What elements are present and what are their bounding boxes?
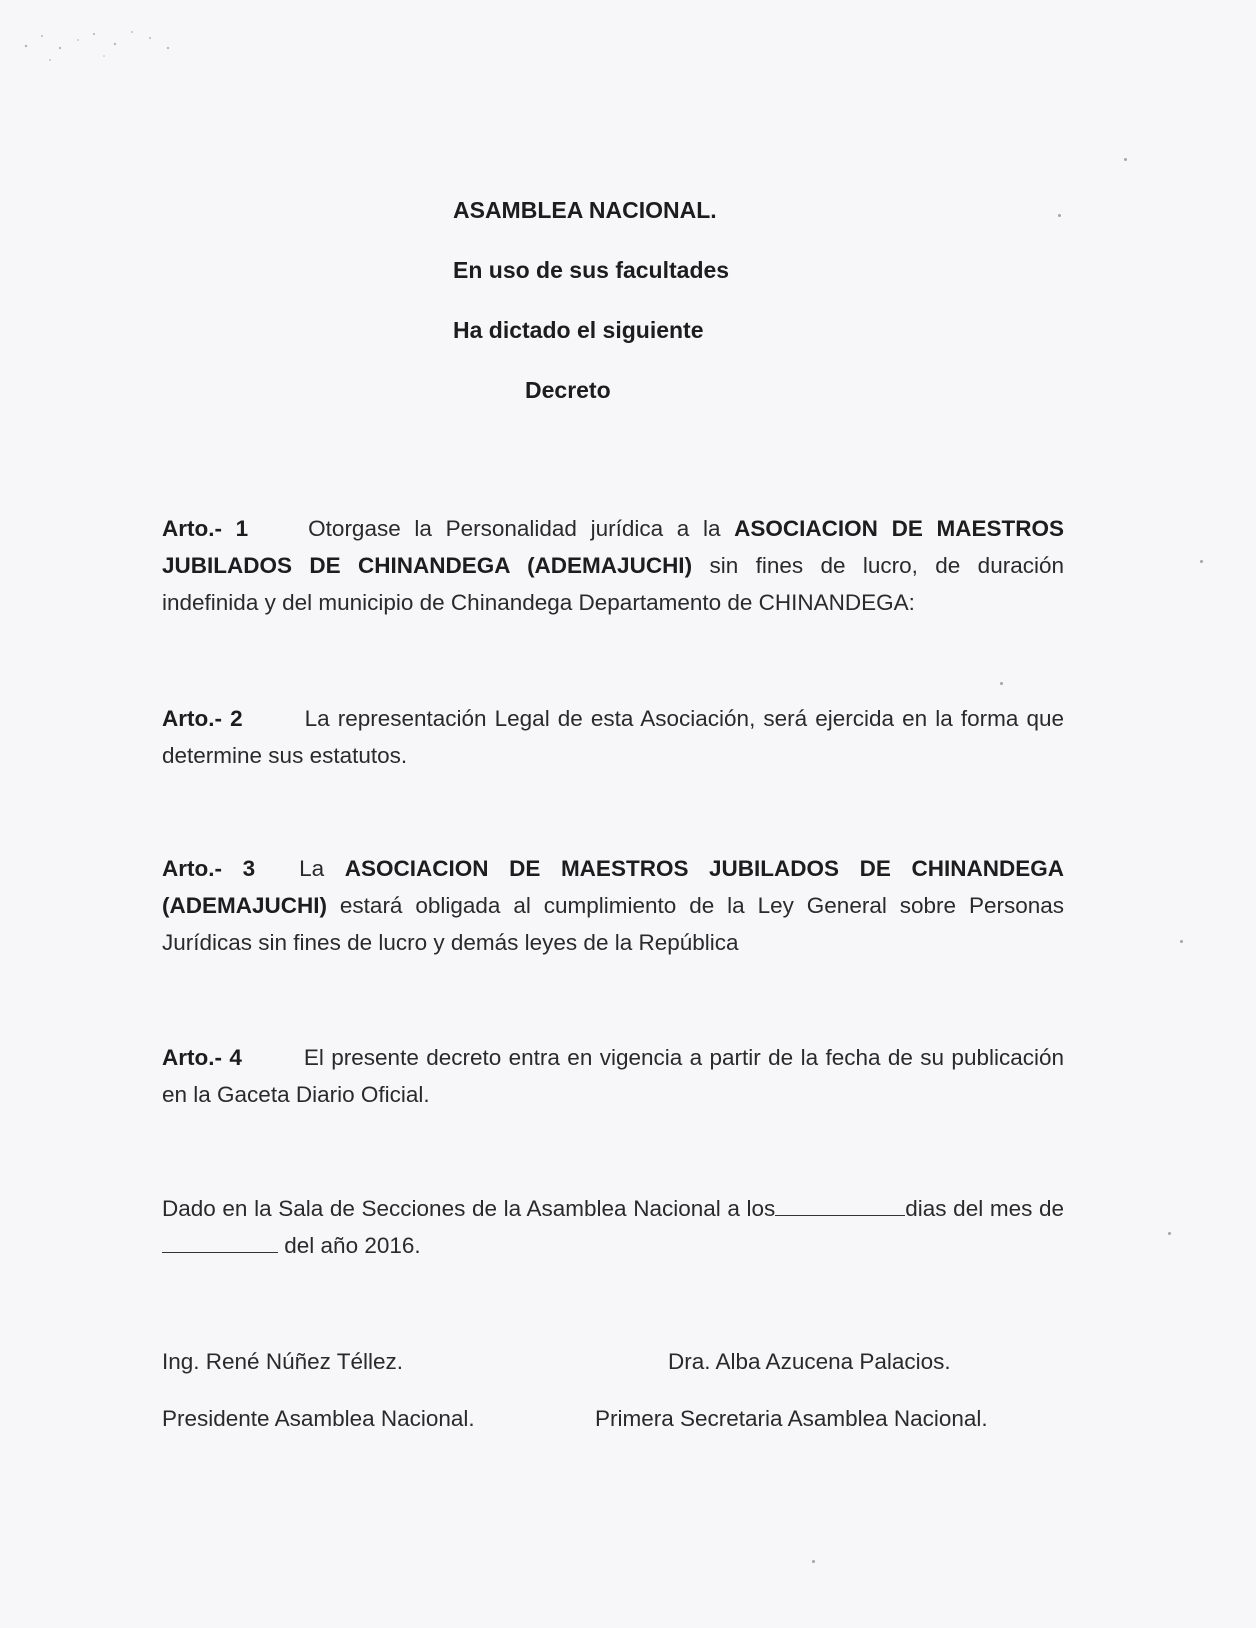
article-4 xyxy=(162,1039,1064,1113)
scan-speck xyxy=(1058,214,1061,217)
article-2-text: La representación Legal de esta Asociación, será ejercida en la forma que determine sus estatutos. xyxy=(162,706,1065,768)
decree-title: Decreto xyxy=(525,377,611,403)
article-3-label: Arto.- 3 xyxy=(162,856,256,881)
scan-specks xyxy=(20,26,180,66)
article-1 xyxy=(162,510,1064,621)
article-1-text: Otorgase la Personalidad jurídica a la xyxy=(308,516,735,541)
scan-speck xyxy=(1124,158,1127,161)
scan-speck xyxy=(1180,940,1183,943)
president-title: Presidente Asamblea Nacional. xyxy=(162,1406,475,1431)
decree-header xyxy=(453,196,729,436)
article-2-label: Arto.- 2 xyxy=(162,706,243,731)
article-1-association-name: ASOCIACION DE MAESTROS JUBILADOS DE CHINANDEGA (ADEMAJUCHI) xyxy=(162,516,1064,578)
article-3-text-rest: estará obligada al cumplimiento de la Ley General sobre Personas Jurídicas sin fines de lucro y demás leyes de la República xyxy=(162,893,1064,955)
president-name: Ing. René Núñez Téllez. xyxy=(162,1349,403,1374)
article-1-text-rest: sin fines de lucro, de duración indefinida y del municipio de Chinandega Departamento de CHINANDEGA: xyxy=(162,553,1064,615)
closing-paragraph xyxy=(162,1190,1064,1264)
days-blank xyxy=(775,1193,905,1216)
article-1-label: Arto.- 1 xyxy=(162,516,249,541)
closing-text-3: del año 2016. xyxy=(284,1233,421,1258)
secretary-title: Primera Secretaria Asamblea Nacional. xyxy=(595,1406,988,1431)
assembly-title: ASAMBLEA NACIONAL. xyxy=(453,197,717,223)
closing-text-1: Dado en la Sala de Secciones de la Asamblea Nacional a los xyxy=(162,1196,776,1221)
secretary-name: Dra. Alba Azucena Palacios. xyxy=(668,1349,951,1374)
scan-speck xyxy=(1168,1232,1171,1235)
article-3 xyxy=(162,850,1064,961)
article-3-text: La xyxy=(299,856,345,881)
closing-text-2: dias del mes de xyxy=(905,1196,1064,1221)
dictated-line: Ha dictado el siguiente xyxy=(453,317,704,343)
article-3-association-name: ASOCIACION DE MAESTROS JUBILADOS DE CHINANDEGA (ADEMAJUCHI) xyxy=(162,856,1065,918)
article-4-label: Arto.- 4 xyxy=(162,1045,242,1070)
scan-speck xyxy=(1200,560,1203,563)
article-2 xyxy=(162,700,1064,774)
scan-speck xyxy=(1000,682,1003,685)
article-4-text: El presente decreto entra en vigencia a partir de la fecha de su publicación en la Gaceta Diario Oficial. xyxy=(162,1045,1065,1107)
scan-speck xyxy=(812,1560,815,1563)
faculties-line: En uso de sus facultades xyxy=(453,257,730,283)
month-blank xyxy=(162,1230,278,1253)
